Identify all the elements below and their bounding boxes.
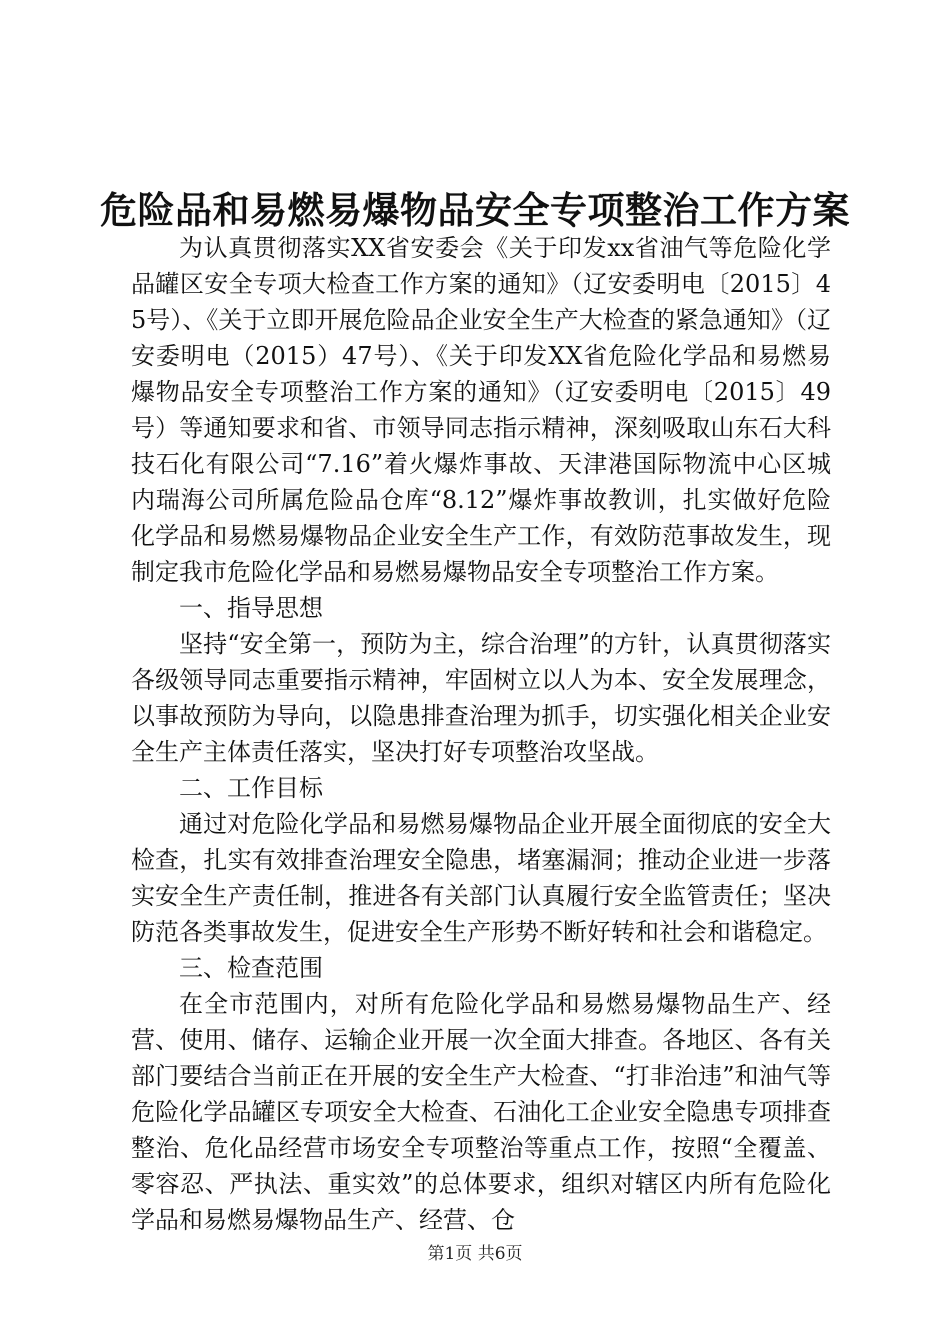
section-heading-work-goals: 二、工作目标 bbox=[179, 774, 323, 802]
section-heading-inspection-scope: 三、检查范围 bbox=[179, 954, 323, 982]
document-body bbox=[131, 230, 831, 1238]
page-footer: 第1页 共6页 bbox=[427, 1244, 523, 1264]
section-paragraph-work-goals: 通过对危险化学品和易燃易爆物品企业开展全面彻底的安全大检查，扎实有效排查治理安全隐患，堵塞漏洞；推动企业进一步落实安全生产责任制，推进各有关部门认真履行安全监管责任；坚决防范各类事故发生，促进安全生产形势不断好转和社会和谐稳定。 bbox=[131, 810, 831, 946]
section-paragraph-guiding-ideology: 坚持“安全第一，预防为主，综合治理”的方针，认真贯彻落实各级领导同志重要指示精神，牢固树立以人为本、安全发展理念，以事故预防为导向，以隐患排查治理为抓手，切实强化相关企业安全生产主体责任落实，坚决打好专项整治攻坚战。 bbox=[131, 630, 831, 766]
section-heading-guiding-ideology: 一、指导思想 bbox=[179, 594, 323, 622]
document-title: 危险品和易燃易爆物品安全专项整治工作方案 bbox=[100, 188, 850, 232]
section-paragraph-inspection-scope: 在全市范围内，对所有危险化学品和易燃易爆物品生产、经营、使用、储存、运输企业开展一次全面大排查。各地区、各有关部门要结合当前正在开展的安全生产大检查、“打非治违”和油气等危险化学品罐区专项安全大检查、石油化工企业安全隐患专项排查整治、危化品经营市场安全专项整治等重点工作，按照“全覆盖、零容忍、严执法、重实效”的总体要求，组织对辖区内所有危险化学品和易燃易爆物品生产、经营、仓 bbox=[131, 990, 831, 1234]
intro-paragraph: 为认真贯彻落实XX省安委会《关于印发xx省油气等危险化学品罐区安全专项大检查工作方案的通知》（辽安委明电〔2015〕45号）、《关于立即开展危险品企业安全生产大检查的紧急通知》（辽安委明电（2015）47号）、《关于印发XX省危险化学品和易燃易爆物品安全专项整治工作方案的通知》（辽安委明电〔2015〕49号）等通知要求和省、市领导同志指示精神，深刻吸取山东石大科技石化有限公司“7.16”着火爆炸事故、天津港国际物流中心区城内瑞海公司所属危险品仓库“8.12”爆炸事故教训，扎实做好危险化学品和易燃易爆物品企业安全生产工作，有效防范事故发生，现制定我市危险化学品和易燃易爆物品安全专项整治工作方案。 bbox=[131, 234, 831, 586]
